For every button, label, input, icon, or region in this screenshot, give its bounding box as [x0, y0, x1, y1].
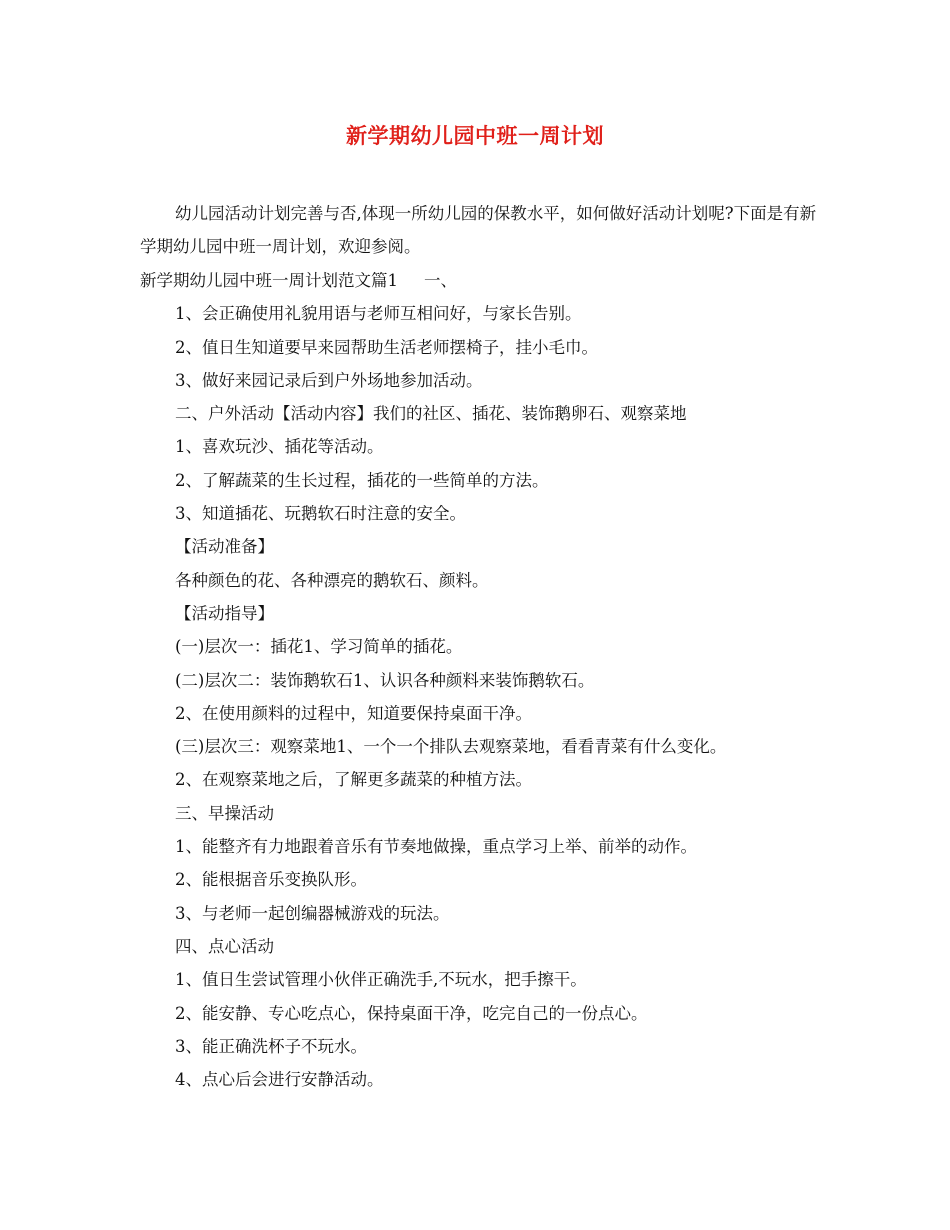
plan-line: 2、值日生知道要早来园帮助生活老师摆椅子，挂小毛巾。	[175, 337, 598, 357]
plan-line: 1、喜欢玩沙、插花等活动。	[175, 437, 384, 457]
plan-line: 2、了解蔬菜的生长过程，插花的一些简单的方法。	[175, 470, 549, 490]
plan-line: 1、值日生尝试管理小伙伴正确洗手,不玩水，把手擦干。	[175, 970, 587, 990]
section-heading-tail: 一、	[424, 271, 457, 290]
plan-line: 3、能正确洗杯子不玩水。	[175, 1036, 367, 1056]
plan-body	[140, 264, 830, 1096]
plan-line: 2、能根据音乐变换队形。	[175, 870, 367, 890]
document-title: 新学期幼儿园中班一周计划	[346, 124, 604, 148]
plan-line: (一)层次一：插花1、学习简单的插花。	[175, 637, 463, 657]
section-heading-text: 新学期幼儿园中班一周计划范文篇1	[140, 271, 398, 290]
plan-line: 2、在观察菜地之后，了解更多蔬菜的种植方法。	[175, 770, 532, 790]
plan-line: 1、能整齐有力地跟着音乐有节奏地做操，重点学习上举、前举的动作。	[175, 837, 697, 857]
plan-line: 4、点心后会进行安静活动。	[175, 1070, 384, 1090]
plan-line: 四、点心活动	[175, 936, 274, 956]
plan-line: 3、做好来园记录后到户外场地参加活动。	[175, 370, 483, 390]
section-heading	[140, 264, 830, 297]
plan-line: 二、户外活动【活动内容】我们的社区、插花、装饰鹅卵石、观察菜地	[175, 404, 687, 424]
plan-line: 三、早操活动	[175, 803, 274, 823]
plan-line: 1、会正确使用礼貌用语与老师互相问好，与家长告别。	[175, 304, 582, 324]
plan-line: 【活动准备】	[175, 537, 274, 557]
plan-line: (三)层次三：观察菜地1、一个一个排队去观察菜地，看看青菜有什么变化。	[175, 737, 727, 757]
plan-line: 3、知道插花、玩鹅软石时注意的安全。	[175, 504, 466, 524]
intro-paragraph: 幼儿园活动计划完善与否,体现一所幼儿园的保教水平，如何做好活动计划呢?下面是有新学期幼儿园中班一周计划，欢迎参阅。	[140, 204, 817, 256]
plan-line: 【活动指导】	[175, 603, 274, 623]
plan-line: (二)层次二：装饰鹅软石1、认识各种颜料来装饰鹅软石。	[175, 670, 595, 690]
plan-line: 3、与老师一起创编器械游戏的玩法。	[175, 903, 450, 923]
plan-line: 2、在使用颜料的过程中，知道要保持桌面干净。	[175, 703, 532, 723]
plan-line: 各种颜色的花、各种漂亮的鹅软石、颜料。	[175, 570, 489, 590]
plan-line: 2、能安静、专心吃点心，保持桌面干净，吃完自己的一份点心。	[175, 1003, 648, 1023]
